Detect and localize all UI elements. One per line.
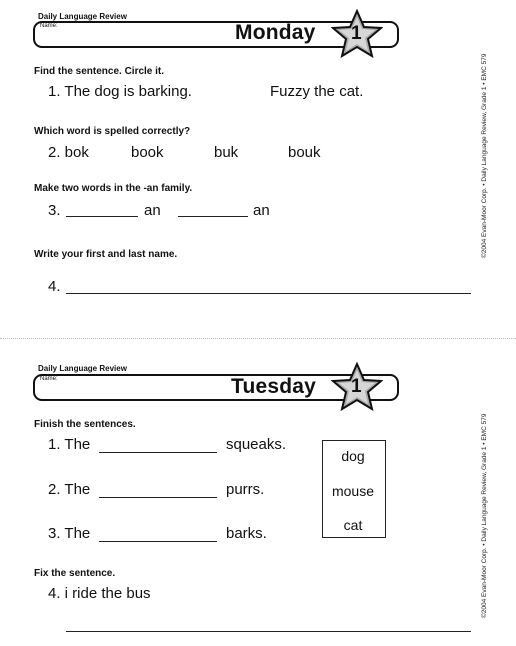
tuesday-q2-sentence: 4. i ride the bus bbox=[48, 585, 151, 602]
word-bank-item: mouse bbox=[331, 483, 375, 499]
monday-q3-suffix-1: an bbox=[144, 202, 161, 219]
tuesday-s3-blank[interactable] bbox=[99, 541, 217, 542]
monday-q3-instruction: Make two words in the -an family. bbox=[34, 183, 193, 194]
monday-name-label: Name: bbox=[40, 23, 58, 29]
tuesday-s1-blank[interactable] bbox=[99, 452, 217, 453]
monday-q4-instruction: Write your first and last name. bbox=[34, 249, 178, 260]
monday-q3-number: 3. bbox=[48, 202, 61, 219]
word-bank-item: dog bbox=[341, 448, 365, 464]
tuesday-s2-start: 2. The bbox=[48, 481, 91, 498]
monday-q2-option-b: book bbox=[131, 144, 164, 161]
monday-q4-name-line[interactable] bbox=[66, 293, 471, 294]
monday-q3-suffix-2: an bbox=[253, 202, 270, 219]
page-divider bbox=[0, 338, 516, 339]
monday-copyright: ©2004 Evan-Moor Corp. • Daily Language Review, Grade 1 • EMC 579 bbox=[481, 53, 488, 258]
monday-q1-option-b: Fuzzy the cat. bbox=[270, 83, 364, 100]
monday-day-number: 1 bbox=[351, 23, 362, 44]
monday-q2-option-c: buk bbox=[214, 144, 239, 161]
monday-q2-instruction: Which word is spelled correctly? bbox=[34, 126, 191, 137]
tuesday-s2-end: purrs. bbox=[226, 481, 265, 498]
tuesday-day-number: 1 bbox=[351, 376, 362, 397]
tuesday-header-label: Daily Language Review bbox=[38, 364, 127, 373]
tuesday-copyright: ©2004 Evan-Moor Corp. • Daily Language Review, Grade 1 • EMC 579 bbox=[481, 413, 488, 618]
monday-q1-option-a: 1. The dog is barking. bbox=[48, 83, 192, 100]
monday-q4-number: 4. bbox=[48, 278, 61, 295]
tuesday-day-title: Tuesday bbox=[231, 375, 317, 398]
tuesday-s1-end: squeaks. bbox=[226, 436, 287, 453]
tuesday-q2-answer-line[interactable] bbox=[66, 631, 471, 632]
tuesday-s3-start: 3. The bbox=[48, 525, 91, 542]
tuesday-q1-instruction: Finish the sentences. bbox=[34, 419, 136, 430]
monday-q3-blank-1[interactable] bbox=[66, 216, 138, 217]
monday-day-title: Monday bbox=[235, 21, 316, 44]
tuesday-s2-blank[interactable] bbox=[99, 497, 217, 498]
monday-header-label: Daily Language Review bbox=[38, 12, 127, 21]
word-bank-item: cat bbox=[343, 517, 363, 533]
tuesday-q2-instruction: Fix the sentence. bbox=[34, 568, 116, 579]
monday-q3-blank-2[interactable] bbox=[178, 216, 248, 217]
tuesday-name-label: Name: bbox=[40, 376, 58, 382]
tuesday-s3-end: barks. bbox=[226, 525, 267, 542]
tuesday-s1-start: 1. The bbox=[48, 436, 91, 453]
monday-q2-option-d: bouk bbox=[288, 144, 321, 161]
monday-q1-instruction: Find the sentence. Circle it. bbox=[34, 66, 165, 77]
monday-q2-option-a: 2. bok bbox=[48, 144, 89, 161]
